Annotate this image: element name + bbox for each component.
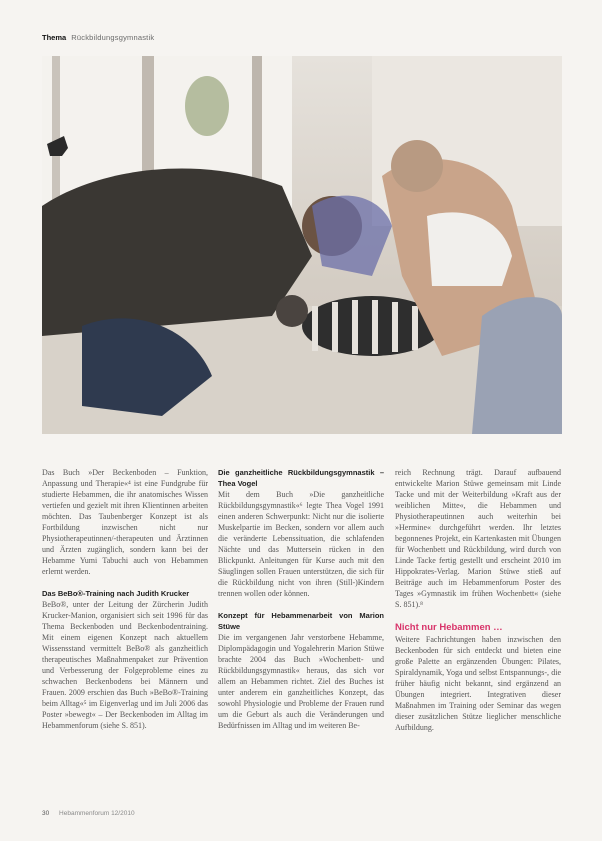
subheading: Konzept für Hebammenarbeit von Marion Stüwe [218,611,384,631]
photo-woman-head [391,140,443,192]
paragraph: Weitere Fachrichtungen haben inzwischen den Beckenboden für sich entdeckt und bieten eine große Palette an ergänzenden Übungen: Pilates, Spiraldynamik, Yoga und selbst Entspannungs-, die früher häufig nicht bekannt, sind ergänzend an Übungen integriert. Integrativen dieser Maßnahmen im Training oder Seminar das wegen dieser zusätzlichen Stütze lieglicher menschliche Aufbildung. [395,635,561,732]
photo-blanket [472,297,562,434]
subheading: Das BeBo®-Training nach Judith Krucker [42,589,190,598]
text-column-2 [218,467,384,731]
publication-name: Hebammenforum 12/2010 [59,810,135,817]
paragraph: reich Rechnung trägt. Darauf aufbauend entwickelte Marion Stüwe gemeinsam mit Linde Tacke und mit der Weiterbildung »Kraft aus der weiblichen Mitte«, die Hebammen und Physiotherapeutinnen auch weiterhin bei »Hermine« durchgeführt werden. Ihr letztes begonnenes Projekt, ein Kartenkasten mit Übungen für Wochenbett und Rückbildung, wird durch von Linde Tacke fertig gestellt und erscheint 2010 im Hippokrates-Verlag. Marion Stüwe stieß auf Beiträge auch im Hebammenforum Poster des Tages »Gymnastik im frühen Wochenbett« (siehe S. 851).⁸ [395,468,561,609]
paragraph: Das Buch »Der Beckenboden – Funktion, Anpassung und Therapie«⁴ ist eine Fundgrube für studierte Hebammen, die ihr anatomisches Wissen vertiefen und gezielt mit ihren Klientinnen arbeiten möchten. Das Taubenberger Konzept ist als Fortbildung inzwischen nicht nur Physiotherapeutinnen/-therapeuten und Ärztinnen und Ärzten zugänglich, sondern kann bei der Hebamme Yumi Tabuchi auch von Hebammen erlernt werden. [42,468,208,576]
text-column-3 [395,467,561,733]
photo-window-frame [52,56,60,206]
page-footer [42,810,135,817]
subheading: Die ganzheitliche Rückbildungsgymnastik – Thea Vogel [218,468,384,488]
paragraph: BeBo®, unter der Leitung der Zürcherin Judith Krucker-Manion, organisiert sich seit 1996 für das Thema Beckenboden und Beckenbodentraining. Mit einem eigenen Konzept nach aktuellem Wissensstand vermittelt BeBo® als ganzheitlich therapeutisches Maßnahmenpaket zur Prävention und Verbesserung der Folgeprobleme eines zu schwachen Beckenbodens bei Männern und Frauen. 2009 erschien das Buch »BeBo®-Training beim Alltag«⁵ im Eigenverlag und im Juli 2006 das Poster »bewegt« – Der Beckenboden im Alltag im Hebammenforum (siehe S. 851). [42,600,208,730]
section-heading: Nicht nur Hebammen … [395,622,503,633]
photo-illustration [42,56,562,434]
paragraph: Die im vergangenen Jahr verstorbene Hebamme, Diplompädagogin und Yogalehrerin Marion Stüwe brachte 2004 das Buch »Wochenbett- und Rückbildungsgymnastik« heraus, das sich vor allem an Hebammen richtet. Ziel des Buches ist unter anderem ein ganzheitliches Konzept, das sowohl Physiologie und Probleme der Frauen rund um die Geburt als auch die Veränderungen und Bedürfnissen im Alltag und im weiteren Be- [218,633,384,730]
header-topic: Thema [42,33,67,42]
article-photo [42,56,562,434]
text-column-1 [42,467,208,731]
paragraph: Mit dem Buch »Die ganzheitliche Rückbildungsgymnastik«⁶ legte Thea Vogel 1991 einen anderen Schwerpunkt: Nicht nur die isolierte Muskelpartie im Becken, sondern vor allem auch die veränderte Lebenssituation, die schlafenden Nächte und das Muttersein rücken in den Blickpunkt. Anleitungen für Kurse auch mit den Säuglingen sollen Frauen unterstützen, die sich für die Rückbildung nicht von ihren (Still-)Kindern trennen wollen oder können. [218,490,384,598]
photo-man [42,169,312,336]
page-number: 30 [42,810,50,817]
header-rubric: Rückbildungsgymnastik [71,33,155,42]
photo-plant [185,76,229,136]
page-header [42,33,154,42]
